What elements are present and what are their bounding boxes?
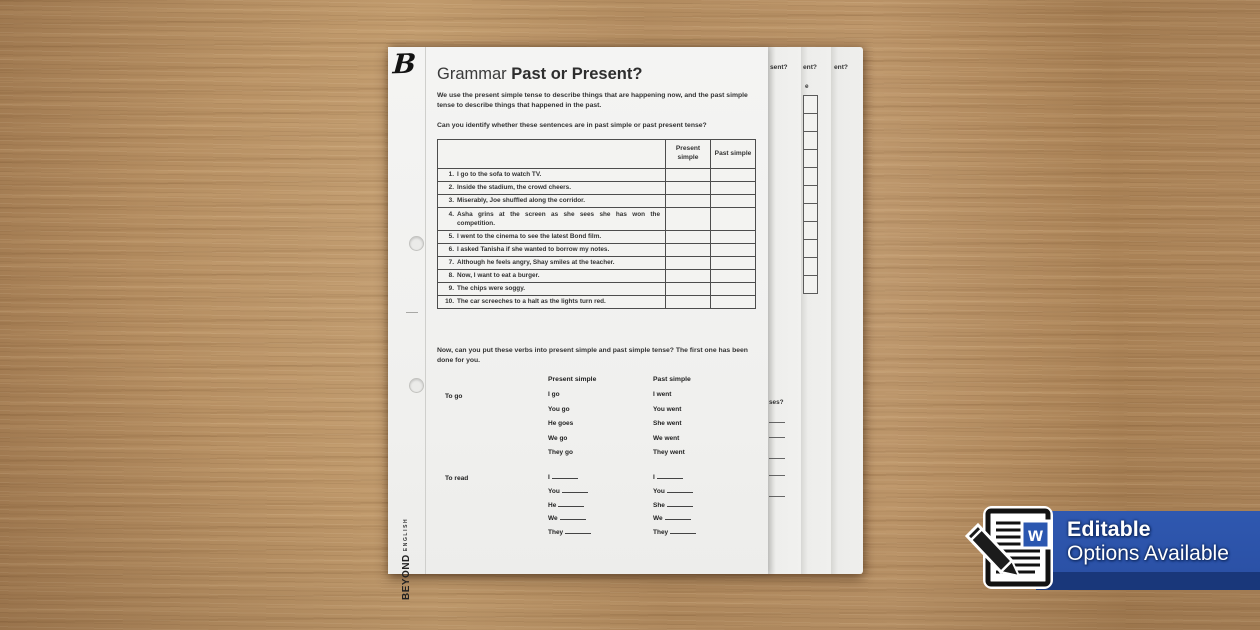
answer-cell-past (711, 283, 756, 296)
to-go-present-column (548, 388, 573, 461)
row-number: 4. (448, 211, 454, 219)
answer-cell-present (666, 296, 711, 309)
table-row (438, 195, 756, 208)
answer-cell-present (666, 195, 711, 208)
conjugation-line: We (653, 512, 696, 526)
intro-text: We use the present simple tense to describe things that are happening now, and the past simple tense to describe things that happened in the past. (437, 92, 748, 109)
title-past-or-present: Past or Present? (511, 65, 643, 83)
table-row (438, 182, 756, 195)
beyond-logo-icon: B (391, 48, 417, 81)
conjugation-line: We (548, 512, 591, 526)
answer-cell-present (666, 283, 711, 296)
row-number: 7. (448, 259, 454, 267)
answer-cell-present (666, 257, 711, 270)
partial-table-header: e (805, 83, 809, 90)
hole-punch (409, 378, 424, 393)
row-number: 2. (448, 184, 454, 192)
answer-cell-past (711, 296, 756, 309)
answer-cell-present (666, 231, 711, 244)
table-row (438, 208, 756, 231)
blank-line (665, 513, 691, 520)
sentence-text: Asha grins at the screen as she sees she has won the competition. (457, 211, 660, 227)
conjugation-line: They went (653, 449, 685, 457)
page-title (437, 65, 642, 84)
answer-cell-present (666, 244, 711, 257)
conjugation-line: You go (548, 405, 570, 413)
answer-cell-past (711, 208, 756, 231)
banner-title: Editable (1067, 517, 1151, 541)
conjugation-past-header: Past simple (653, 376, 691, 383)
worksheet-page (388, 47, 768, 600)
hole-punch (409, 236, 424, 251)
to-read-present-column (548, 471, 591, 540)
answer-cell-present (666, 270, 711, 283)
conjugation-present-header: Present simple (548, 376, 597, 383)
blank-line (562, 486, 588, 493)
conjugation-line: They (548, 526, 591, 540)
conjugation-line: We go (548, 434, 568, 442)
blank-line (657, 472, 683, 479)
conjugation-line: She (653, 499, 696, 513)
row-number: 9. (448, 285, 454, 293)
blank-line (670, 527, 696, 534)
brand-vertical-text (396, 480, 416, 600)
title-grammar: Grammar (437, 65, 507, 83)
blank-line (558, 500, 584, 507)
row-number: 6. (448, 246, 454, 254)
conjugation-line: I (548, 471, 591, 485)
sentences-table (437, 139, 756, 309)
conjugation-line: You went (653, 405, 682, 413)
partial-title: ent? (803, 64, 817, 71)
verb-label-to-go: To go (445, 393, 463, 400)
answer-cell-past (711, 231, 756, 244)
sentence-text: The chips were soggy. (457, 285, 526, 293)
conjugation-line: We went (653, 434, 680, 442)
conjugation-line: I (653, 471, 696, 485)
worksheet-stack (388, 47, 862, 600)
row-number: 8. (448, 272, 454, 280)
table-row (438, 296, 756, 309)
banner-bottom-shadow (1036, 571, 1260, 590)
table-header-present: Present simple (666, 140, 711, 169)
row-number: 10. (445, 298, 454, 306)
partial-title: sent? (770, 64, 788, 71)
word-badge-letter: w (1028, 525, 1043, 546)
table-header-past: Past simple (711, 140, 756, 169)
blank-line (552, 472, 578, 479)
answer-cell-past (711, 182, 756, 195)
brand-name: BEYOND (400, 554, 412, 600)
answer-cell-present (666, 169, 711, 182)
partial-question: ses? (769, 399, 784, 406)
task2-text: Now, can you put these verbs into present simple and past simple tense? The first one has been done for you. (437, 347, 748, 364)
conjugation-line: I go (548, 391, 560, 398)
answer-cell-present (666, 208, 711, 231)
banner-text (1067, 517, 1229, 565)
row-number: 1. (448, 171, 454, 179)
table-row (438, 244, 756, 257)
sentence-text: Now, I want to eat a burger. (457, 272, 540, 280)
conjugation-line: She went (653, 420, 682, 428)
banner-subtitle: Options Available (1067, 542, 1229, 565)
blank-line (565, 527, 591, 534)
page-edge-2 (768, 47, 801, 574)
answer-cell-past (711, 257, 756, 270)
page-edge-4 (830, 47, 863, 574)
to-read-past-column (653, 471, 696, 540)
sentence-text: The car screeches to a halt as the lights turn red. (457, 298, 606, 306)
conjugation-line: He (548, 499, 591, 513)
brand-subject: ENGLISH (403, 517, 409, 552)
blank-line (667, 486, 693, 493)
conjugation-line: You (653, 485, 696, 499)
to-go-past-column (653, 388, 685, 461)
conjugation-line: I went (653, 391, 672, 398)
blank-line (667, 500, 693, 507)
margin-divider (425, 47, 426, 574)
table-row (438, 270, 756, 283)
partial-table-column (803, 95, 818, 294)
conjugation-line: You (548, 485, 591, 499)
margin-dash (406, 312, 418, 313)
sentence-text: I asked Tanisha if she wanted to borrow my notes. (457, 246, 610, 254)
conjugation-line: He goes (548, 420, 574, 428)
row-number: 5. (448, 233, 454, 241)
sentence-text: Inside the stadium, the crowd cheers. (457, 184, 571, 192)
table-row (438, 283, 756, 296)
row-number: 3. (448, 197, 454, 205)
verb-label-to-read: To read (445, 475, 469, 482)
sentence-text: Miserably, Joe shuffled along the corridor. (457, 197, 586, 205)
word-document-pencil-icon (963, 506, 1059, 590)
table-row (438, 169, 756, 182)
answer-line (769, 458, 785, 459)
conjugation-line: They go (548, 449, 573, 457)
page-edge-3 (800, 47, 831, 574)
sentence-text: I went to the cinema to see the latest Bond film. (457, 233, 602, 241)
table-header-row (438, 140, 756, 169)
answer-line (769, 475, 785, 476)
sentence-text: I go to the sofa to watch TV. (457, 171, 542, 179)
answer-cell-past (711, 169, 756, 182)
answer-cell-present (666, 182, 711, 195)
partial-title: ent? (834, 64, 848, 71)
answer-line (769, 437, 785, 438)
answer-line (769, 422, 785, 423)
answer-line (769, 496, 785, 497)
answer-cell-past (711, 195, 756, 208)
sentence-text: Although he feels angry, Shay smiles at the teacher. (457, 259, 615, 267)
blank-line (560, 513, 586, 520)
table-row (438, 257, 756, 270)
conjugation-line: They (653, 526, 696, 540)
question-text: Can you identify whether these sentences are in past simple or past present tense? (437, 122, 707, 129)
table-row (438, 231, 756, 244)
answer-cell-past (711, 244, 756, 257)
answer-cell-past (711, 270, 756, 283)
